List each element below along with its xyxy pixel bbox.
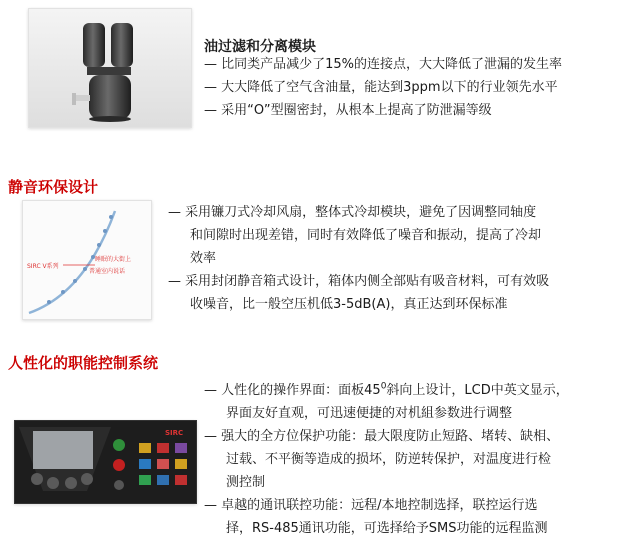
silent-design-line: 和间隙时出现差错，同时有效降低了噪音和振动，提高了冷却 — [190, 228, 542, 243]
silent-design-line: — 采用镰刀式冷却风扇，整体式冷却模块，避免了因调整同轴度 — [168, 205, 537, 220]
panel-brand-label: SIRC — [165, 429, 184, 437]
control-system-line: 界面友好直观，可迅速便捷的对机組参数进行调整 — [226, 406, 513, 421]
oil-filter-illustration — [29, 9, 191, 127]
noise-curve-illustration — [23, 201, 151, 319]
chart-label-talk: 普通室内说话 — [89, 268, 126, 275]
control-system-line: 择，RS-485通讯功能，可选择给予SMS功能的远程监测 — [226, 521, 548, 536]
control-system-line: — 卓越的通讯联控功能：远程/本地控制选择，联控运行选 — [204, 498, 538, 513]
silent-design-line: 效率 — [190, 251, 217, 266]
control-system-line: — 人性化的操作界面：面板$45^0$斜向上设计，LCD中英文显示， — [204, 381, 569, 398]
oil-filter-bullet: — 大大降低了空气含油量，能达到3ppm以下的行业领先水平 — [204, 80, 558, 95]
control-system-line: 测控制 — [226, 475, 266, 490]
oil-filter-module-image — [28, 8, 192, 128]
silent-design-line: — 采用封闭静音箱式设计，箱体内侧全部贴有吸音材料，可有效吸 — [168, 274, 550, 289]
oil-filter-bullet: — 采用“O”型圈密封，从根本上提高了防泄漏等级 — [204, 103, 492, 118]
section-silent-design-title: 静音环保设计 — [8, 178, 99, 196]
control-panel-image — [14, 420, 197, 504]
oil-filter-bullet: — 比同类产品减少了15%的连接点，大大降低了泄漏的发生率 — [204, 57, 563, 72]
control-panel-illustration — [15, 421, 196, 503]
section-control-system-title: 人性化的职能控制系统 — [8, 354, 159, 372]
chart-label-street: 睡眠的大街上 — [95, 256, 132, 263]
control-system-line: 过载、不平衡等造成的损坏，防逆转保护，对温度进行检 — [226, 452, 552, 467]
section-oil-filter-title: 油过滤和分离模块 — [204, 39, 316, 55]
control-system-line: — 强大的全方位保护功能：最大限度防止短路、堵转、缺相、 — [204, 429, 560, 444]
silent-design-line: 收噪音，比一般空压机低3-5dB(A)，真正达到环保标准 — [190, 297, 508, 312]
noise-level-chart-image — [22, 200, 152, 320]
chart-label-sirc: SIRC V系列 — [27, 263, 59, 270]
